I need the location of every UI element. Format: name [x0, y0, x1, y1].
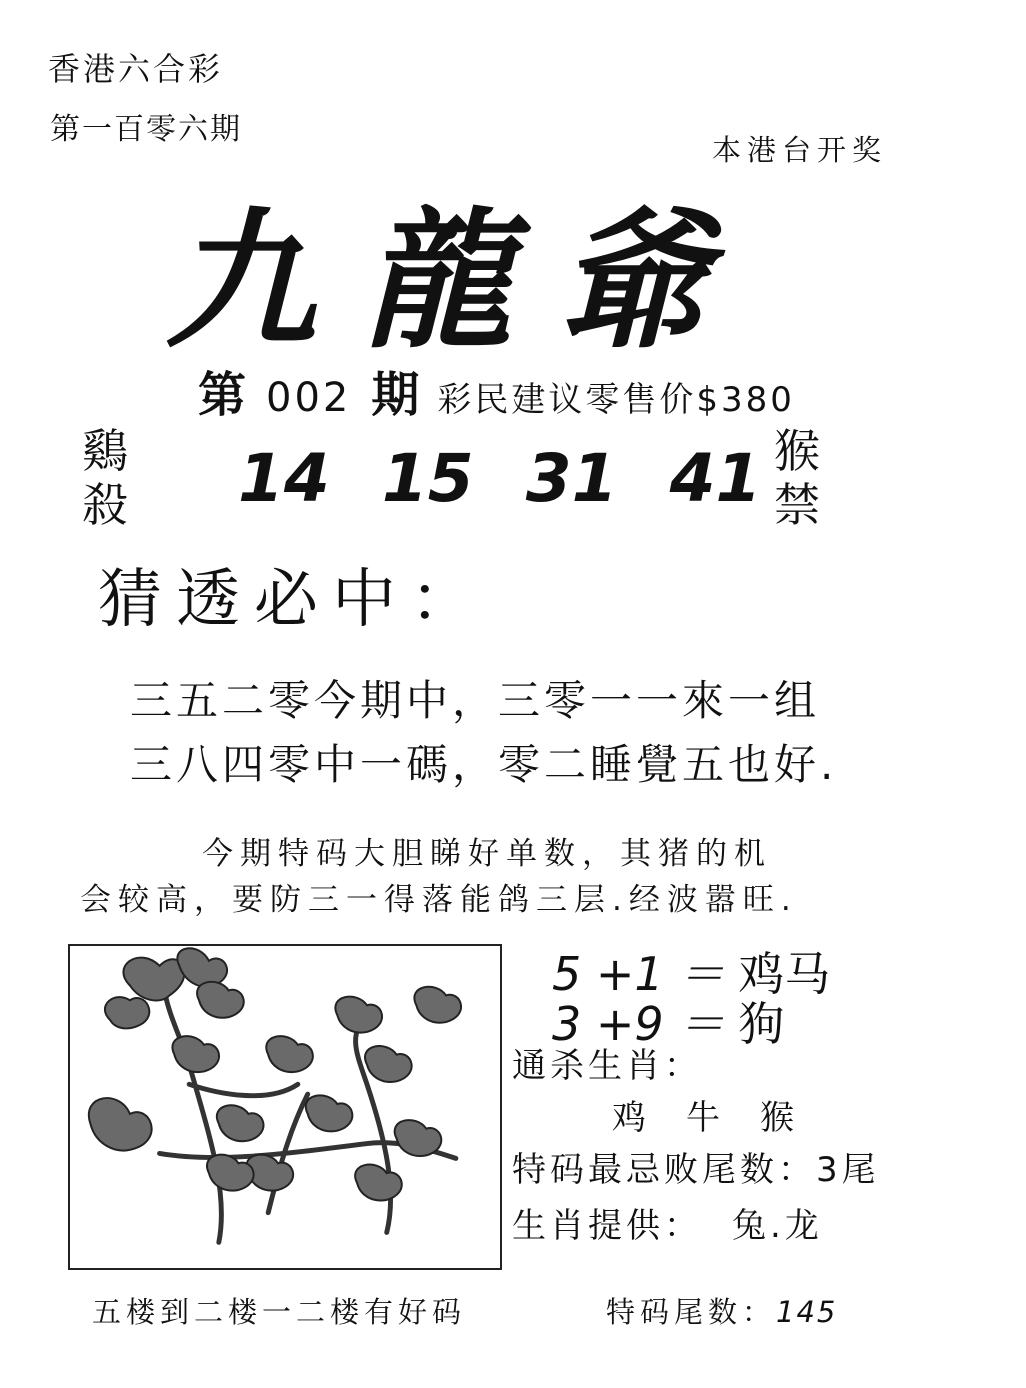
price-text: 彩民建议零售价: [437, 380, 697, 420]
draw-source-note: 本港台开奖: [712, 133, 888, 167]
provide-label: 生肖提供：: [512, 1206, 702, 1246]
right-vertical-char: 猴: [774, 424, 820, 478]
avoid-value: 3尾: [816, 1150, 880, 1190]
tip-paragraph-line: 今期特码大胆睇好单数，其猪的机: [202, 836, 772, 872]
avoid-tail-line: [512, 1142, 880, 1191]
leaf-branch-icon: [70, 946, 500, 1268]
zodiac-item: 鸡: [612, 1098, 650, 1138]
number: 31: [525, 440, 618, 517]
leaf-illustration: [68, 944, 502, 1270]
number-list: [238, 440, 813, 517]
publisher-name: 香港六合彩: [48, 50, 224, 88]
zodiac-item: 牛: [686, 1098, 724, 1138]
left-vertical-char: 鷄: [82, 424, 128, 478]
publication-issue: 第一百零六期: [50, 112, 242, 147]
formula-expression: 5 +1 ＝: [552, 947, 725, 1001]
zodiac-provide-line: [512, 1198, 823, 1247]
poem-line: 三八四零中一碼，零二睡覺五也好.: [130, 740, 838, 789]
formula-expression: 3 +9 ＝: [552, 997, 725, 1051]
guess-heading: 猜透必中：: [98, 563, 488, 637]
right-vertical-char: 禁: [774, 478, 820, 532]
number: 14: [238, 440, 330, 517]
footer-floor-tip: 五楼到二楼一二楼有好码: [92, 1295, 467, 1329]
poem-line: 三五二零今期中，三零一一來一组: [130, 676, 821, 725]
number: 15: [381, 440, 474, 517]
page-title: 九龍爺: [166, 193, 755, 369]
price-value: $380: [696, 380, 795, 420]
number: 41: [669, 440, 762, 517]
formula-result: 鸡马: [738, 947, 831, 1001]
left-vertical-note: [78, 424, 132, 532]
left-vertical-char: 殺: [82, 478, 128, 532]
tail-label: 特码尾数：: [606, 1295, 777, 1329]
right-vertical-note: [770, 424, 824, 532]
tail-value: 145: [776, 1295, 838, 1329]
price-label: [437, 380, 795, 420]
issue-suffix: 期: [371, 367, 420, 423]
kill-zodiac-heading: 通杀生肖：: [512, 1046, 702, 1086]
issue-number: 002: [266, 375, 352, 421]
avoid-label: 特码最忌败尾数：: [512, 1150, 816, 1190]
formula-result: 狗: [738, 997, 785, 1051]
kill-zodiac-list: [612, 1090, 834, 1139]
provide-value: 兔.龙: [732, 1206, 823, 1246]
issue-line: [198, 356, 795, 425]
tip-paragraph-line: 会较高，要防三一得落能鸽三层.经波嚣旺.: [80, 882, 798, 918]
footer-tail-numbers: [606, 1290, 837, 1331]
zodiac-item: 猴: [760, 1098, 798, 1138]
issue-prefix: 第: [198, 367, 247, 423]
